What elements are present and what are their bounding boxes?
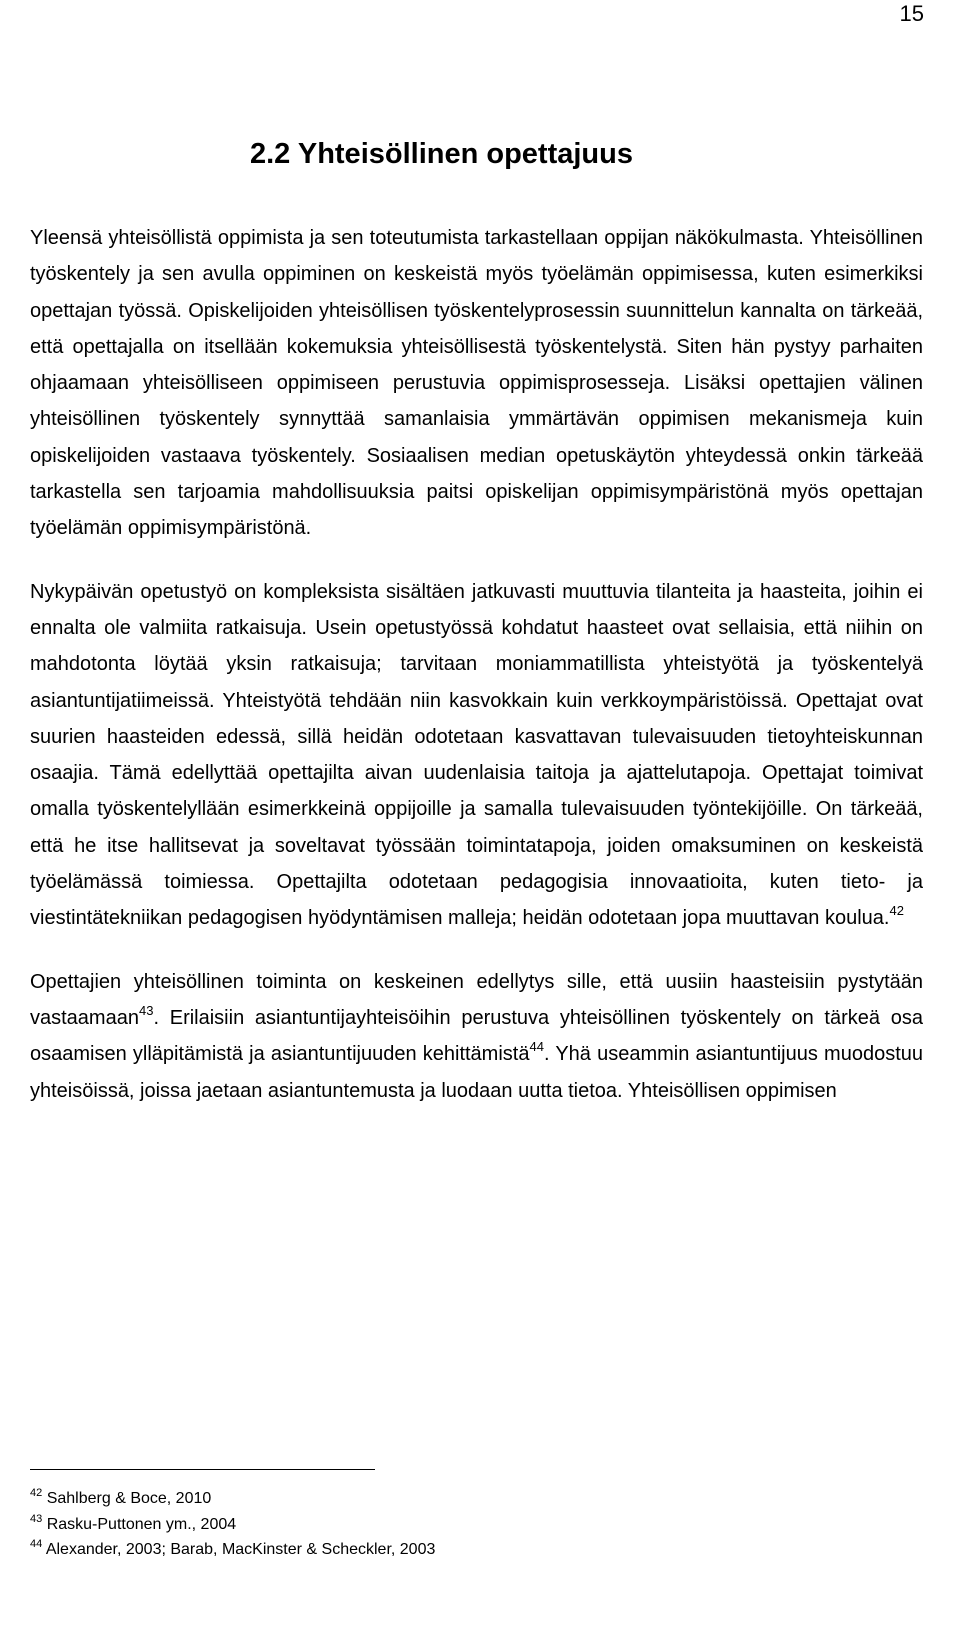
footnote-44 xyxy=(30,1537,923,1563)
paragraph-3-text-a: Opettajien yhteisöllinen toiminta on keskeinen edellytys sille, että uusiin haasteisiin pystytään vastaamaan xyxy=(30,970,923,1029)
footnote-marker: 44 xyxy=(30,1538,43,1550)
footnote-marker: 43 xyxy=(30,1512,43,1525)
footnotes xyxy=(30,1486,923,1563)
paragraph-3-text-b: . Erilaisiin asiantuntijayhteisöihin perustuva yhteisöllinen työskentely on tärkeä osa osaamisen ylläpitämistä ja asiantuntijuuden kehittämistä xyxy=(30,1006,923,1066)
section-heading: 2.2 Yhteisöllinen opettajuus xyxy=(250,138,633,170)
paragraph-3-text-c: . Yhä useammin asiantuntijuus muodostuu yhteisöissä, joissa jaetaan asiantuntemusta ja luodaan uutta tietoa. Yhteisöllisen oppimisen xyxy=(30,1043,923,1102)
paragraph-spacer xyxy=(30,547,923,574)
paragraph-3 xyxy=(30,964,923,1109)
footnote-text: Alexander, 2003; Barab, MacKinster & Scheckler, 2003 xyxy=(45,1541,436,1558)
footnote-marker: 42 xyxy=(30,1487,43,1499)
footnote-text: Rasku-Puttonen ym., 2004 xyxy=(46,1515,237,1533)
footnote-ref-42[interactable]: 42 xyxy=(889,903,904,919)
paragraph-1 xyxy=(30,220,923,547)
paragraph-2-text: Nykypäivän opetustyö on kompleksista sisältäen jatkuvasti muuttuvia tilanteita ja haasteita, joihin ei ennalta ole valmiita ratkaisuja. Usein opetustyössä kohdatut haasteet ovat sellaisia, että niihin on mahdotonta löytää yksin ratkaisuja; tarvitaan moniammatillista yhteistyötä ja työskentelyä asiantuntijatiimeissä. Yhteistyötä tehdään niin kasvokkain kuin verkkoympäristöissä. Opettajat ovat suurien haasteiden edessä, sillä heidän odotetaan kasvattavan tulevaisuuden tietoyhteiskunnan osaajia. Tämä edellyttää opettajilta aivan uudenlaisia taitoja ja ajattelutapoja. Opettajat toimivat omalla työskentelyllään esimerkkeinä oppijoille ja samalla tulevaisuuden työntekijöille. On tärkeää, että he itse hallitsevat ja soveltavat työssään toimintatapoja, joiden omaksuminen on keskeistä työelämässä toimiessa. Opettajilta odotetaan pedagogisia innovaatioita, kuten tieto- ja viestintätekniikan pedagogisen hyödyntämisen malleja; heidän odotetaan jopa muuttavan koulua. xyxy=(30,580,923,930)
footnote-42 xyxy=(30,1486,923,1512)
body-text xyxy=(30,220,923,1109)
page-number: 15 xyxy=(899,1,924,26)
footnote-ref-43[interactable]: 43 xyxy=(138,1002,154,1018)
footnote-separator xyxy=(30,1469,375,1470)
footnote-text: Sahlberg & Boce, 2010 xyxy=(46,1490,212,1507)
footnote-ref-44[interactable]: 44 xyxy=(529,1039,544,1055)
footnote-43 xyxy=(30,1512,923,1538)
paragraph-1-text: Yleensä yhteisöllistä oppimista ja sen toteutumista tarkastellaan oppijan näkökulmasta. Yhteisöllinen työskentely ja sen avulla oppiminen on keskeistä myös työelämän oppimisessa, kuten esimerkiksi opettajan työssä. Opiskelijoiden yhteisöllisen työskentelyprosessin suunnittelun kannalta on tärkeää, että opettajalla on itsellään kokemuksia yhteisöllisestä työskentelystä. Siten hän pystyy parhaiten ohjaamaan yhteisölliseen oppimiseen perustuvia oppimisprosesseja. Lisäksi opettajien välinen yhteisöllinen työskentely synnyttää samanlaisia ymmärtävän oppimisen mekanismeja kuin opiskelijoiden vastaava työskentely. Sosiaalisen median opetuskäytön yhteydessä onkin tärkeää tarkastella sen tarjoamia mahdollisuuksia paitsi opiskelijan oppimisympäristönä myös opettajan työelämän oppimisympäristönä. xyxy=(30,227,923,540)
paragraph-2 xyxy=(30,574,923,937)
paragraph-spacer xyxy=(30,937,923,964)
